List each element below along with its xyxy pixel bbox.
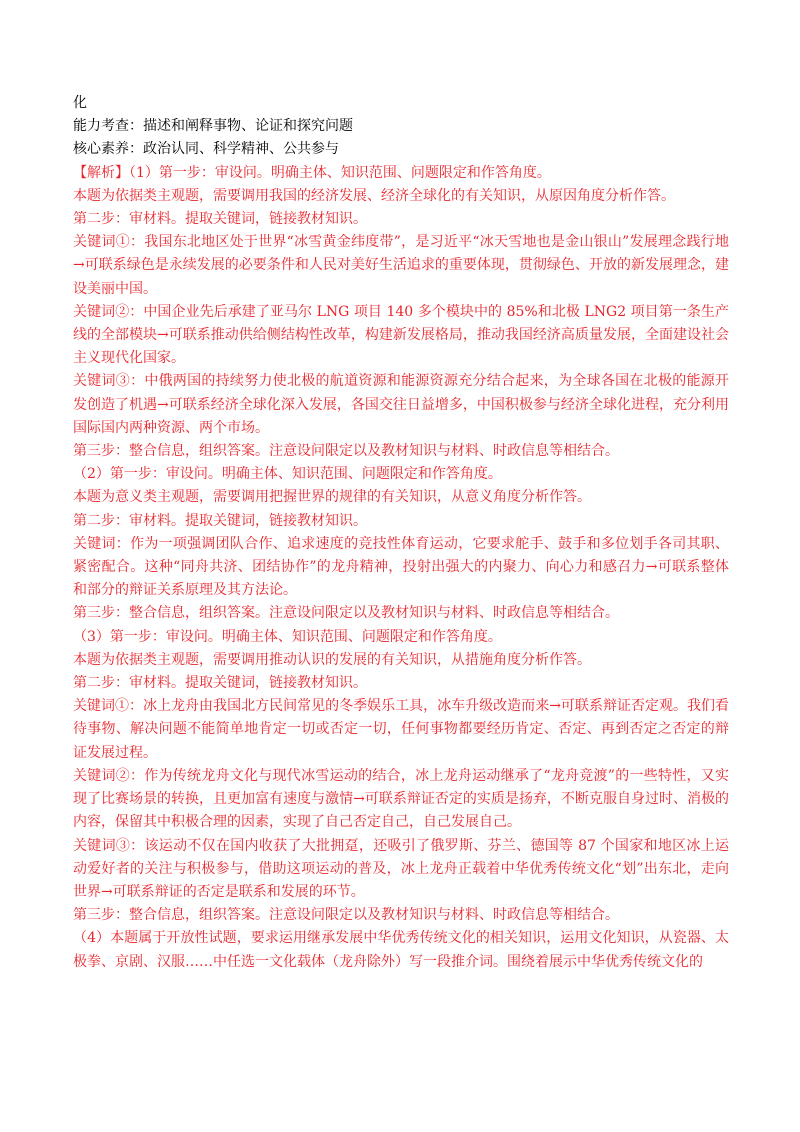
analysis-heading-paragraph	[73, 162, 729, 185]
answer-analysis-body	[73, 92, 729, 974]
text-line: 化	[73, 95, 87, 111]
paragraph: 第二步：审材料。提取关键词，链接教材知识。	[73, 512, 367, 529]
paragraph: 第三步：整合信息，组织答案。注意设问限定以及教材知识与材料、时政信息等相结合。	[73, 605, 619, 622]
paragraph: （2）第一步：审设问。明确主体、知识范围、问题限定和作答角度。	[73, 466, 502, 483]
paragraph: （3）第一步：审设问。明确主体、知识范围、问题限定和作答角度。	[73, 628, 502, 645]
keyword-paragraph: 关键词③：中俄两国的持续努力使北极的航道资源和能源资源充分结合起来，为全球各国在北极的能源开发创造了机遇→可联系经济全球化深入发展，各国交往日益增多，中国积极参与经济全球化进程，充分利用国际国内两种资源、两个市场。	[73, 373, 729, 436]
paragraph: 本题为依据类主观题，需要调用推动认识的发展的有关知识，从措施角度分析作答。	[73, 651, 591, 668]
paragraph: 第二步：审材料。提取关键词，链接教材知识。	[73, 675, 367, 692]
analysis-label: 【解析】	[73, 164, 129, 181]
paragraph: （4）本题属于开放性试题，要求运用继承发展中华优秀传统文化的相关知识，运用文化知识，从瓷器、太极拳、京剧、汉服……中任选一文化载体（龙舟除外）写一段推介词。围绕着展示中华优秀传统文化的	[73, 930, 729, 970]
paragraph: 第二步：审材料。提取关键词，链接教材知识。	[73, 211, 367, 228]
paragraph: 本题为依据类主观题，需要调用我国的经济发展、经济全球化的有关知识，从原因角度分析作答。	[73, 187, 675, 204]
core-literacy-line: 核心素养：政治认同、科学精神、公共参与	[73, 141, 339, 158]
keyword-paragraph: 关键词②：中国企业先后承建了亚马尔 LNG 项目 140 多个模块中的 85%和北极 LNG2 项目第一条生产线的全部模块→可联系推动供给侧结构性改革，构建新发展格局，推动我国经济高质量发展，全面建设社会主义现代化国家。	[73, 303, 729, 367]
keyword-paragraph: 关键词③：该运动不仅在国内收获了大批拥趸，还吸引了俄罗斯、芬兰、德国等 87 个国家和地区冰上运动爱好者的关注与积极参与，借助这项运动的普及，冰上龙舟正载着中华优秀传统文化“划”出东北，走向世界→可联系辩证的否定是联系和发展的环节。	[73, 837, 729, 900]
ability-assessment-line: 能力考查：描述和阐释事物、论证和探究问题	[73, 118, 353, 135]
keyword-paragraph: 关键词①：我国东北地区处于世界“冰雪黄金纬度带”，是习近平“冰天雪地也是金山银山”发展理念践行地→可联系绿色是永续发展的必要条件和人民对美好生活追求的重要体现，贯彻绿色、开放的新发展理念，建设美丽中国。	[73, 234, 729, 297]
keyword-paragraph: 关键词：作为一项强调团队合作、追求速度的竞技性体育运动，它要求舵手、鼓手和多位划手各司其职、紧密配合。这种“同舟共济、团结协作”的龙舟精神，投射出强大的内聚力、向心力和感召力→可联系整体和部分的辩证关系原理及其方法论。	[73, 535, 729, 599]
paragraph: 第三步：整合信息，组织答案。注意设问限定以及教材知识与材料、时政信息等相结合。	[73, 443, 619, 460]
paragraph: 第三步：整合信息，组织答案。注意设问限定以及教材知识与材料、时政信息等相结合。	[73, 907, 619, 924]
keyword-paragraph: 关键词②：作为传统龙舟文化与现代冰雪运动的结合，冰上龙舟运动继承了“龙舟竞渡”的一些特性，又实现了比赛场景的转换，且更加富有速度与激情→可联系辩证否定的实质是扬弃，不断克服自身过时、消极的内容，保留其中积极合理的因素，实现了自己否定自己，自己发展自己。	[73, 767, 729, 831]
paragraph: 本题为意义类主观题，需要调用把握世界的规律的有关知识，从意义角度分析作答。	[73, 489, 591, 506]
keyword-paragraph: 关键词①：冰上龙舟由我国北方民间常见的冬季娱乐工具，冰车升级改造而来→可联系辩证否定观。我们看待事物、解决问题不能简单地肯定一切或否定一切，任何事物都要经历肯定、否定、再到否定之否定的辩证发展过程。	[73, 698, 729, 761]
paragraph-text: （1）第一步：审设问。明确主体、知识范围、问题限定和作答角度。	[129, 164, 551, 181]
